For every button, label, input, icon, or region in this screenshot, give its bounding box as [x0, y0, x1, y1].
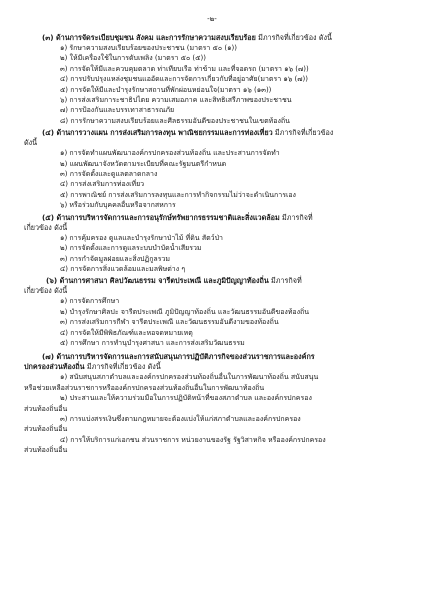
list-item: ๒) การจัดตั้งและการดูแลระบบบำบัดน้ำเสียรวม [60, 244, 202, 253]
paragraph-continuation: ส่วนท้องถิ่นอื่น [24, 404, 68, 413]
section-3-heading [24, 33, 400, 43]
list-item: ๖) หรือร่วมกับบุคคลอื่นหรือจากสหการ [60, 201, 176, 210]
section-3-list [24, 43, 400, 126]
section-4-title: (๔) ด้านการวางแผน การส่งเสริมการลงทุน พาณิชยกรรมและการท่องเที่ยว [42, 128, 273, 138]
list-item: ๑) การจัดทำแผนพัฒนาองค์กรปกครองส่วนท้องถิ่น และประสานการจัดทำ [60, 149, 280, 158]
section-4-title-suffix: มีภารกิจที่เกี่ยวข้อง [272, 128, 334, 138]
list-item: ๒) ให้มีเครื่องใช้ในการดับเพลิง (มาตรา ๕๐ (๕)) [60, 54, 206, 63]
list-item: ๔) การปรับปรุงแหล่งชุมชนแออัดและการจัดการเกี่ยวกับที่อยู่อาศัย(มาตรา ๑๖ (๗)) [60, 75, 308, 84]
section-6-title: (๖) ด้านการศาสนา ศิลปวัฒนธรรม จารีตประเพณี และภูมิปัญญาท้องถิ่น [46, 276, 269, 286]
section-4-list [24, 148, 400, 210]
section-5-title: (๕) ด้านการบริหารจัดการและการอนุรักษ์ทรัพยากรธรรมชาติและสิ่งแวดล้อม [42, 212, 280, 222]
list-item: ๔) การส่งเสริมการท่องเที่ยว [60, 180, 145, 189]
list-item: ๕) การจัดให้มีและบำรุงรักษาสถานที่พักผ่อนหย่อนใจ(มาตรา ๑๖ (๑๓)) [60, 85, 272, 94]
list-item: ๘) การรักษาความสงบเรียบร้อยและศีลธรรมอันดีของประชาชนในเขตท้องถิ่น [60, 116, 290, 125]
paragraph-first-line: ๑) สนับสนุนสภาตำบลและองค์กรปกครองส่วนท้องถิ่นอื่นในการพัฒนาท้องถิ่น สนับสนุน [60, 373, 319, 382]
section-7-title: (๗) ด้านการบริหารจัดการและการสนับสนุนการปฏิบัติภารกิจของส่วนราชการและองค์กร [42, 352, 315, 362]
section-6-heading [24, 276, 400, 286]
list-item: ๓) การจัดตั้งและดูแลตลาดกลาง [60, 170, 158, 179]
list-item: ๗) การป้องกันและบรรเทาสาธารณภัย [60, 106, 175, 115]
section-3-title: (๓) ด้านการจัดระเบียบชุมชน สังคม และการรักษาความสงบเรียบร้อย [42, 33, 256, 42]
page-number: -๒- [207, 15, 217, 23]
paragraph-first-line: ๓) การแบ่งสรรเงินซึ่งตามกฎหมายจะต้องแบ่งให้แก่สภาตำบลและองค์กรปกครอง [60, 414, 301, 423]
section-6-title-suffix: มีภารกิจที่ [268, 276, 302, 286]
list-item: ๕) การพาณิชย์ การส่งเสริมการลงทุนและการทำกิจกรรมไม่ว่าจะดำเนินการเอง [60, 190, 296, 199]
list-item: ๕) การศึกษา การทำนุบำรุงศาสนา และการส่งเสริมวัฒนธรรม [60, 338, 245, 347]
section-7-paragraphs [24, 372, 400, 455]
paragraph-continuation: ส่วนท้องถิ่นอื่น [24, 446, 68, 455]
section-7-title-suffix: มีภารกิจที่เกี่ยวข้อง ดังนี้ [84, 362, 161, 372]
section-7-heading [24, 352, 400, 362]
list-item: ๖) การส่งเสริมการะชาธิปไตย ความเสมอภาค และสิทธิเสรีภาพของประชาชน [60, 96, 292, 105]
paragraph-first-line: ๒) ประสานและให้ความร่วมมือในการปฏิบัติหน้าที่ของสภาตำบล และองค์กรปกครอง [60, 394, 312, 403]
section-4-heading [24, 128, 400, 138]
paragraph-continuation: หรือช่วยเหลือส่วนราชการหรือองค์กรปกครองส่วนท้องถิ่นอื่นในการพัฒนาท้องถิ่น [24, 383, 265, 392]
section-5-heading [24, 213, 400, 223]
section-4-heading-cont: ดังนี้ [24, 138, 38, 148]
list-item: ๔) การจัดให้มีพิพิธภัณฑ์และหอจดหมายเหตุ [60, 328, 193, 337]
section-7-title-cont: ปกครองส่วนท้องถิ่น [24, 362, 85, 372]
list-item: ๒) บำรุงรักษาศิลปะ จารีตประเพณี ภูมิปัญญาท้องถิ่น และวัฒนธรรมอันดีของท้องถิ่น [60, 307, 310, 316]
section-6-heading-cont: เกี่ยวข้อง ดังนี้ [24, 286, 68, 296]
section-3-title-suffix: มีภารกิจที่เกี่ยวข้อง ดังนี้ [255, 33, 332, 42]
list-item: ๒) แผนพัฒนาจังหวัดตามระเบียบที่คณะรัฐมนตรีกำหนด [60, 159, 227, 168]
paragraph-first-line: ๔) การให้บริการแก่เอกชน ส่วนราชการ หน่วยงานของรัฐ รัฐวิสาหกิจ หรือองค์กรปกครอง [60, 435, 326, 444]
section-5-list [24, 233, 400, 275]
list-item: ๑) การจัดการศึกษา [60, 297, 120, 306]
list-item: ๔) การจัดการสิ่งแวดล้อมและมลพิษต่าง ๆ [60, 264, 186, 273]
section-7-heading-cont [24, 362, 400, 372]
list-item: ๓) การจัดให้มีและควบคุมตลาด ท่าเทียบเรือ ท่าข้าม และที่จอดรถ (มาตรา ๑๖ (๗)) [60, 64, 309, 73]
list-item: ๑) การคุ้มครอง ดูแลและบำรุงรักษาป่าไม้ ที่ดิน สัตว์ป่า [60, 233, 223, 242]
paragraph-continuation: ส่วนท้องถิ่นอื่น [24, 425, 68, 434]
section-5-heading-cont: เกี่ยวข้อง ดังนี้ [24, 222, 68, 232]
list-item: ๓) การส่งเสริมการกีฬา จารีตประเพณี และวัฒนธรรมอันดีงามของท้องถิ่น [60, 318, 279, 327]
section-5-title-suffix: มีภารกิจที่ [279, 212, 313, 222]
list-item: ๑) รักษาความสงบเรียบร้อยของประชาชน (มาตรา ๕๐ (๑)) [60, 44, 237, 52]
list-item: ๓) การกำจัดมูลฝอยและสิ่งปฏิกูลรวม [60, 254, 171, 263]
section-6-list [24, 296, 400, 348]
